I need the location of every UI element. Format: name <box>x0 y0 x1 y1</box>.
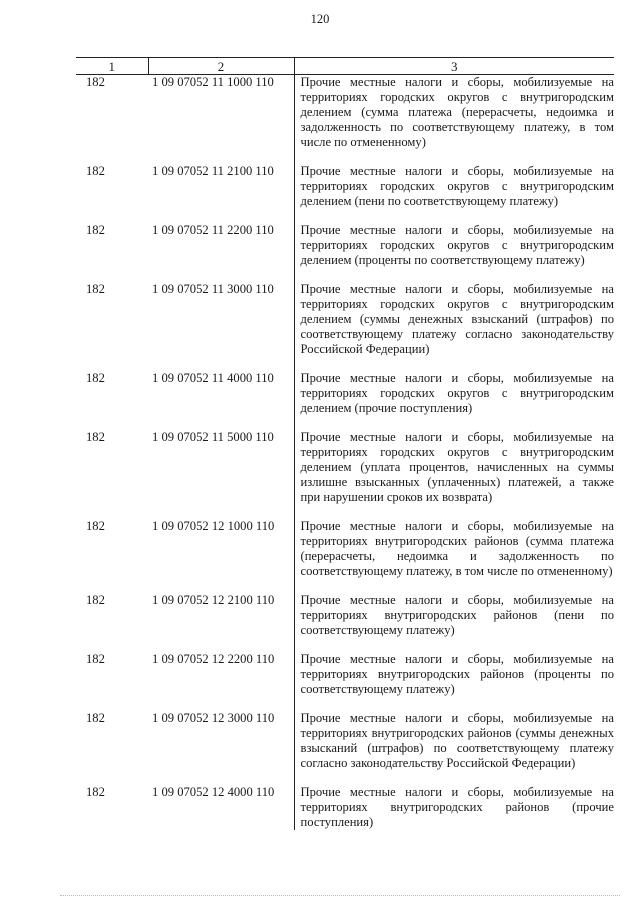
table-row <box>76 164 614 209</box>
admin-code: 182 <box>86 430 105 444</box>
table-header-row <box>76 58 614 75</box>
revenue-description: Прочие местные налоги и сборы, мобилизуемые на территориях городских округов с внутригородским делением (уплата процентов, начисленных на суммы излишне взысканных (уплаченных) платежей, а также при нарушении сроков их возврата) <box>300 430 614 504</box>
admin-code: 182 <box>86 593 105 607</box>
kbk-code: 1 09 07052 12 2100 110 <box>148 593 294 638</box>
admin-code: 182 <box>86 164 105 178</box>
table-row <box>76 223 614 268</box>
table-row <box>76 593 614 638</box>
admin-code: 182 <box>86 652 105 666</box>
admin-code: 182 <box>86 282 105 296</box>
kbk-table <box>76 57 614 830</box>
table-row <box>76 371 614 416</box>
kbk-code: 1 09 07052 11 4000 110 <box>148 371 294 416</box>
admin-code: 182 <box>86 371 105 385</box>
kbk-code: 1 09 07052 11 3000 110 <box>148 282 294 357</box>
admin-code: 182 <box>86 75 105 89</box>
kbk-code: 1 09 07052 12 2200 110 <box>148 652 294 697</box>
revenue-description: Прочие местные налоги и сборы, мобилизуемые на территориях городских округов с внутригородским делением (проценты по соответствующему платежу) <box>300 223 614 267</box>
revenue-description: Прочие местные налоги и сборы, мобилизуемые на территориях внутригородских районов (суммы денежных взысканий (штрафов) по соответствующему платежу согласно законодательству Российской Федерации) <box>300 711 614 770</box>
table-row <box>76 785 614 830</box>
revenue-description: Прочие местные налоги и сборы, мобилизуемые на территориях внутригородских районов (пени по соответствующему платежу) <box>300 593 614 637</box>
revenue-description: Прочие местные налоги и сборы, мобилизуемые на территориях городских округов с внутригородским делением (прочие поступления) <box>300 371 614 415</box>
admin-code: 182 <box>86 711 105 725</box>
table-row <box>76 519 614 579</box>
revenue-description: Прочие местные налоги и сборы, мобилизуемые на территориях внутригородских районов (проценты по соответствующему платежу) <box>300 652 614 696</box>
admin-code: 182 <box>86 785 105 799</box>
kbk-code: 1 09 07052 12 1000 110 <box>148 519 294 579</box>
table-row <box>76 430 614 505</box>
page-number: 120 <box>310 12 330 26</box>
admin-code: 182 <box>86 223 105 237</box>
kbk-code: 1 09 07052 12 3000 110 <box>148 711 294 771</box>
header-col-3: 3 <box>294 58 614 75</box>
revenue-description: Прочие местные налоги и сборы, мобилизуемые на территориях городских округов с внутригородским делением (сумма платежа (перерасчеты, недоимка и задолженность по соответствующему платежу, в том числе по отмененному) <box>300 75 614 149</box>
revenue-description: Прочие местные налоги и сборы, мобилизуемые на территориях внутригородских районов (сумма платежа (перерасчеты, недоимка и задолженность по соответствующему платежу, в том числе по отмененному) <box>300 519 614 578</box>
kbk-code: 1 09 07052 11 5000 110 <box>148 430 294 505</box>
table-row <box>76 75 614 151</box>
page-bottom-edge <box>60 895 620 896</box>
revenue-description: Прочие местные налоги и сборы, мобилизуемые на территориях внутригородских районов (прочие поступления) <box>300 785 614 829</box>
header-col-1: 1 <box>76 58 148 75</box>
table-row <box>76 282 614 357</box>
revenue-description: Прочие местные налоги и сборы, мобилизуемые на территориях городских округов с внутригородским делением (пени по соответствующему платежу) <box>300 164 614 208</box>
kbk-code: 1 09 07052 11 1000 110 <box>148 75 294 151</box>
kbk-code: 1 09 07052 11 2100 110 <box>148 164 294 209</box>
kbk-code: 1 09 07052 11 2200 110 <box>148 223 294 268</box>
header-col-2: 2 <box>148 58 294 75</box>
kbk-code: 1 09 07052 12 4000 110 <box>148 785 294 830</box>
admin-code: 182 <box>86 519 105 533</box>
table-row <box>76 652 614 697</box>
table-row <box>76 711 614 771</box>
revenue-description: Прочие местные налоги и сборы, мобилизуемые на территориях городских округов с внутригородским делением (суммы денежных взысканий (штрафов) по соответствующему платежу согласно законодательству Российской Федерации) <box>300 282 614 356</box>
